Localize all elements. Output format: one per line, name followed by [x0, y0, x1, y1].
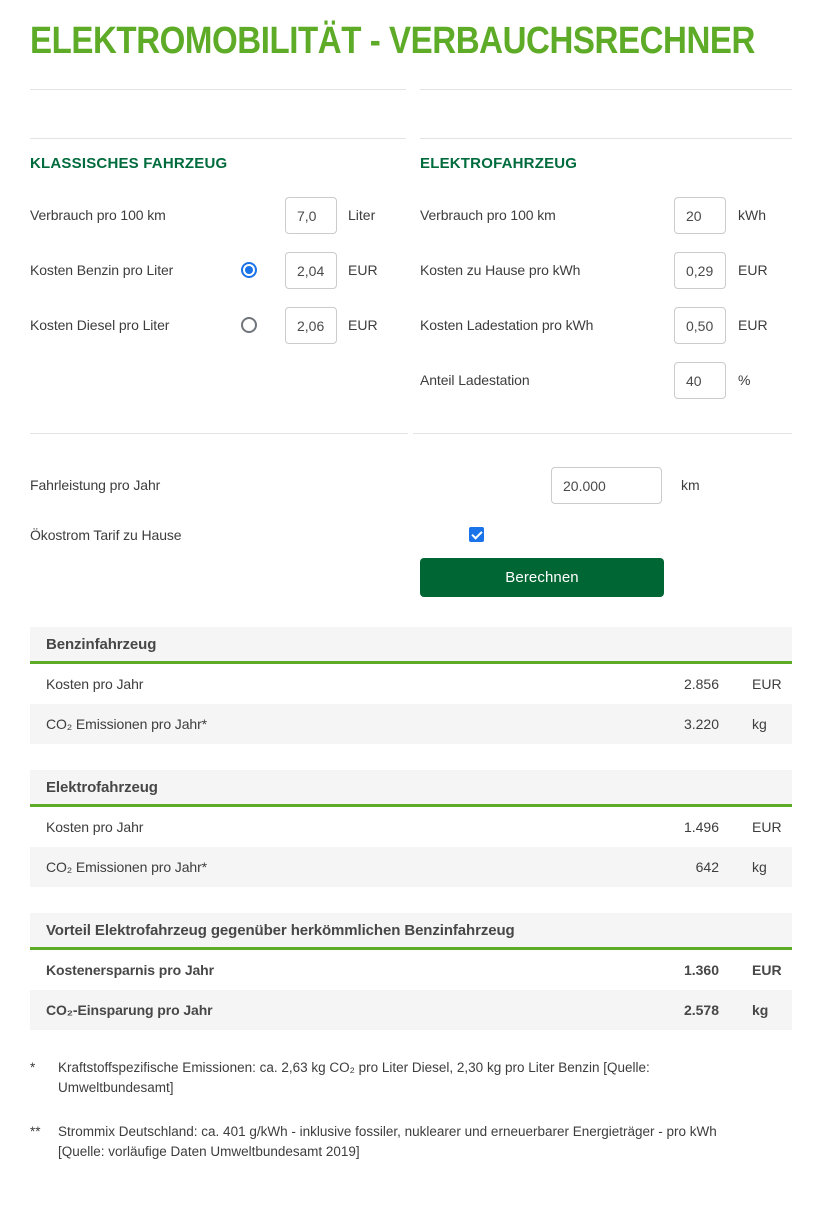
- divider-segment: [420, 89, 792, 138]
- unit-label: EUR: [738, 317, 768, 333]
- row-value: 1.360: [683, 962, 719, 978]
- station-share-field: [420, 362, 792, 417]
- row-value: 2.578: [683, 1002, 719, 1018]
- footnote: [30, 1058, 792, 1098]
- row-unit: kg: [752, 1002, 769, 1018]
- table-row: [30, 704, 792, 744]
- station-share-input[interactable]: [674, 362, 726, 399]
- elektro-result-table: [30, 770, 792, 887]
- diesel-radio[interactable]: [241, 317, 257, 333]
- home-cost-field: [420, 252, 792, 307]
- page-title: ELEKTROMOBILITÄT - VERBAUCHSRECHNER: [30, 20, 755, 62]
- station-cost-field: [420, 307, 792, 362]
- unit-label: EUR: [348, 317, 378, 333]
- field-label: Verbrauch pro 100 km: [30, 207, 166, 223]
- row-label: Kosten pro Jahr: [46, 819, 144, 835]
- calculator-form: [0, 89, 822, 597]
- divider-segment: [30, 433, 408, 434]
- unit-label: Liter: [348, 207, 376, 223]
- mileage-field: [30, 467, 792, 504]
- oekostrom-checkbox[interactable]: [469, 527, 484, 542]
- divider-row: [30, 89, 792, 138]
- classic-consumption-input[interactable]: [285, 197, 337, 234]
- unit-label: km: [681, 477, 700, 493]
- electric-fields: [420, 197, 792, 417]
- diesel-cost-input[interactable]: [285, 307, 337, 344]
- unit-label: %: [738, 372, 751, 388]
- row-value: 642: [695, 859, 719, 875]
- row-unit: kg: [752, 716, 767, 732]
- row-label: CO₂ Emissionen pro Jahr*: [46, 716, 207, 732]
- electric-section-heading: ELEKTROFAHRZEUG: [420, 155, 578, 172]
- footnote: [30, 1122, 792, 1162]
- table-row: [30, 664, 792, 704]
- footnote-marker: *: [30, 1060, 36, 1075]
- benzin-cost-input[interactable]: [285, 252, 337, 289]
- divider: [30, 433, 792, 434]
- field-label: Anteil Ladestation: [420, 372, 530, 388]
- table-row: [30, 807, 792, 847]
- home-cost-input[interactable]: [674, 252, 726, 289]
- row-label: Kostenersparnis pro Jahr: [46, 962, 214, 978]
- classic-section-heading: KLASSISCHES FAHRZEUG: [30, 155, 228, 172]
- vehicle-columns: [30, 138, 792, 433]
- benzin-result-table: [30, 627, 792, 744]
- row-label: Kosten pro Jahr: [46, 676, 144, 692]
- result-table-header: Benzinfahrzeug: [30, 627, 792, 664]
- field-label: Kosten Ladestation pro kWh: [420, 317, 594, 333]
- station-cost-input[interactable]: [674, 307, 726, 344]
- footnote-text: Strommix Deutschland: ca. 401 g/kWh - inklusive fossiler, nuklearer und erneuerbarer Energieträger - pro kWh [Quelle: vorläufige Daten Umweltbundesamt 2019]: [58, 1124, 717, 1159]
- benzin-cost-field: [30, 252, 406, 307]
- row-value: 1.496: [683, 819, 719, 835]
- field-label: Ökostrom Tarif zu Hause: [30, 527, 182, 543]
- result-table-header: Vorteil Elektrofahrzeug gegenüber herkömmlichen Benzinfahrzeug: [30, 913, 792, 950]
- table-row: [30, 950, 792, 990]
- electric-vehicle-section: [420, 138, 792, 433]
- row-value: 2.856: [683, 676, 719, 692]
- results-section: [30, 627, 792, 1030]
- table-row: [30, 990, 792, 1030]
- footnote-marker: **: [30, 1124, 41, 1139]
- footnote-text: Kraftstoffspezifische Emissionen: ca. 2,63 kg CO₂ pro Liter Diesel, 2,30 kg pro Liter Benzin [Quelle: Umweltbundesamt]: [58, 1060, 650, 1095]
- field-label: Kosten Benzin pro Liter: [30, 262, 174, 278]
- classic-vehicle-section: [30, 138, 406, 433]
- field-label: Verbrauch pro 100 km: [420, 207, 556, 223]
- vorteil-result-table: [30, 913, 792, 1030]
- unit-label: kWh: [738, 207, 766, 223]
- row-value: 3.220: [683, 716, 719, 732]
- diesel-cost-field: [30, 307, 406, 362]
- electric-consumption-field: [420, 197, 792, 252]
- unit-label: EUR: [348, 262, 378, 278]
- electric-consumption-input[interactable]: [674, 197, 726, 234]
- berechnen-button[interactable]: Berechnen: [420, 558, 664, 597]
- footnotes-section: [30, 1058, 792, 1162]
- row-unit: EUR: [752, 676, 782, 692]
- classic-consumption-field: [30, 197, 406, 252]
- calculator-page: [0, 22, 822, 1162]
- field-label: Kosten Diesel pro Liter: [30, 317, 170, 333]
- row-unit: kg: [752, 859, 767, 875]
- row-unit: EUR: [752, 819, 782, 835]
- divider-segment: [30, 89, 406, 138]
- row-label: CO₂-Einsparung pro Jahr: [46, 1002, 213, 1018]
- field-label: Kosten zu Hause pro kWh: [420, 262, 581, 278]
- result-table-header: Elektrofahrzeug: [30, 770, 792, 807]
- divider-segment: [413, 433, 792, 434]
- benzin-radio[interactable]: [241, 262, 257, 278]
- row-label: CO₂ Emissionen pro Jahr*: [46, 859, 207, 875]
- row-unit: EUR: [752, 962, 782, 978]
- table-row: [30, 847, 792, 887]
- eco-tariff-field: [30, 522, 792, 548]
- classic-fields: [30, 197, 406, 362]
- unit-label: EUR: [738, 262, 768, 278]
- field-label: Fahrleistung pro Jahr: [30, 477, 161, 493]
- mileage-input[interactable]: [551, 467, 662, 504]
